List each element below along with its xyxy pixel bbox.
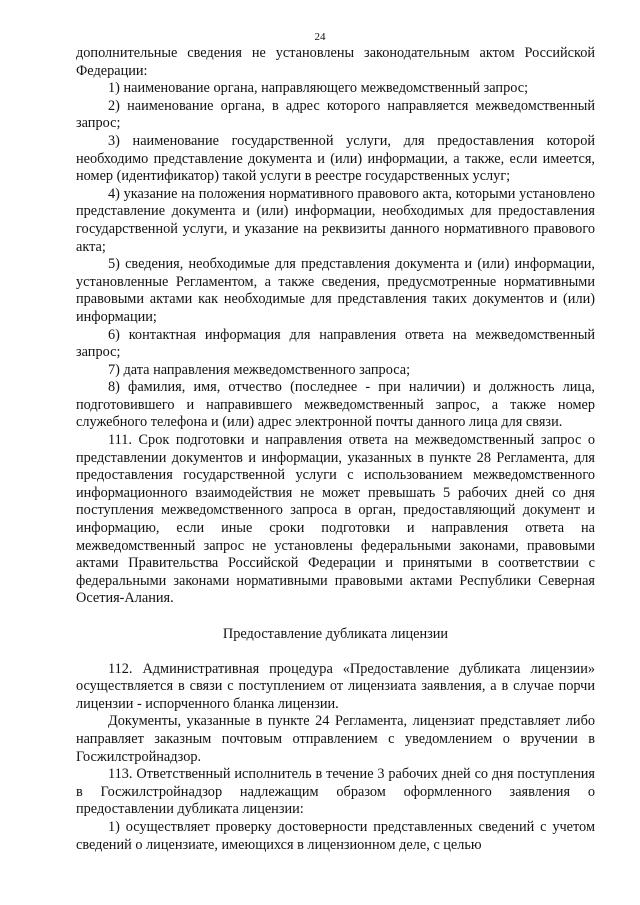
list-item-8: 8) фамилия, имя, отчество (последнее - при наличии) и должность лица, подготовившего и направившего межведомственный запрос, а также номер служебного телефона и (или) адрес электронной почты данного лица для связи. (76, 379, 595, 431)
list-item-2: 2) наименование органа, в адрес которого направляется межведомственный запрос; (76, 97, 595, 132)
list-item-7: 7) дата направления межведомственного запроса; (108, 361, 411, 378)
list-item-5: 5) сведения, необходимые для представления документа и (или) информации, установленные Регламентом, а также сведения, предусмотренные нормативными правовыми актами как необходимые для представления таких документов и (или) информации; (76, 256, 595, 325)
paragraph-documents: Документы, указанные в пункте 24 Регламента, лицензиат представляет либо направляет заказным почтовым отправлением с уведомлением о вручении в Госжилстройнадзор. (76, 713, 595, 765)
list-item-1: 1) наименование органа, направляющего межведомственный запрос; (108, 80, 529, 97)
section-heading: Предоставление дубликата лицензии (222, 626, 449, 642)
document-body (76, 45, 595, 854)
paragraph-111: 111. Срок подготовки и направления ответа на межведомственный запрос о представлении документов и информации, указанных в пункте 28 Регламента, для предоставления государственной услуги с использованием межведомственного информационного взаимодействия не может превышать 5 рабочих дней со дня поступления межведомственного запроса в орган, предоставляющий документ и информацию, если иные сроки подготовки и направления ответа на межведомственный запрос не установлены федеральными законами, правовыми актами Правительства Российской Федерации и принятыми в соответствии с федеральными законами нормативными правовыми актами Республики Северная Осетия-Алания. (76, 432, 595, 607)
paragraph-113: 113. Ответственный исполнитель в течение 3 рабочих дней со дня поступления в Госжилстройнадзор надлежащим образом оформленного заявления о предоставлении дубликата лицензии: (76, 766, 595, 818)
list-item-3: 3) наименование государственной услуги, для предоставления которой необходимо представление документа и (или) информации, а также, если имеется, номер (идентификатор) такой услуги в реестре государственных услуг; (76, 132, 595, 185)
list-item-6: 6) контактная информация для направления ответа на межведомственный запрос; (76, 326, 595, 361)
list-item-113-1: 1) осуществляет проверку достоверности представленных сведений с учетом сведений о лицензиате, имеющихся в лицензионном деле, с целью (76, 818, 595, 853)
list-item-4: 4) указание на положения нормативного правового акта, которыми установлено представление документа и (или) информации, необходимых для предоставления государственной услуги, и указание на реквизиты данного нормативного правового акта; (76, 185, 595, 255)
page-number: 24 (314, 31, 326, 43)
paragraph-112: 112. Административная процедура «Предоставление дубликата лицензии» осуществляется в связи с поступлением от лицензиата заявления, а в случае порчи лицензии - испорченного бланка лицензии. (76, 660, 595, 712)
paragraph-continuation: дополнительные сведения не установлены законодательным актом Российской Федерации: (76, 45, 595, 79)
